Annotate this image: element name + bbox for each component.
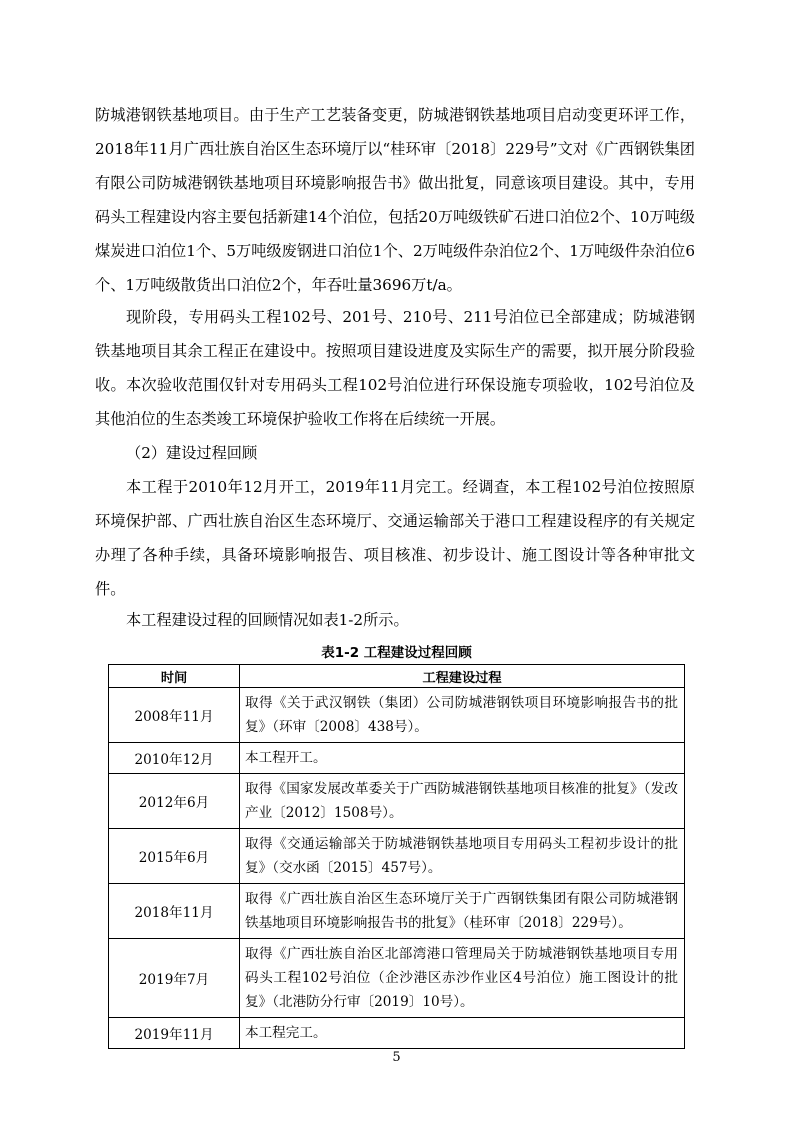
row-time: 2012年6月: [109, 774, 240, 829]
row-desc: 取得《国家发展改革委关于广西防城港钢铁基地项目核准的批复》（发改产业〔2012〕1508号）。: [240, 774, 685, 829]
row-time: 2019年7月: [109, 939, 240, 1018]
body-paragraph-1: 防城港钢铁基地项目。由于生产工艺装备变更，防城港钢铁基地项目启动变更环评工作，2018年11月广西壮族自治区生态环境厅以“桂环审〔2018〕229号”文对《广西钢铁集团有限公司防城港钢铁基地项目环境影响报告书》做出批复，同意该项目建设。其中，专用码头工程建设内容主要包括新建14个泊位，包括20万吨级铁矿石进口泊位2个、10万吨级煤炭进口泊位1个、5万吨级废钢进口泊位1个、2万吨级件杂泊位2个、1万吨级件杂泊位6个、1万吨级散货出口泊位2个，年吞吐量3696万t/a。: [95, 106, 695, 294]
header-time: 时间: [109, 665, 240, 688]
row-time: 2019年11月: [109, 1018, 240, 1049]
body-paragraph-4: 本工程建设过程的回顾情况如表1-2所示。: [126, 611, 409, 629]
row-desc: 本工程开工。: [240, 743, 685, 774]
table-row: [109, 884, 685, 939]
row-desc: 本工程完工。: [240, 1018, 685, 1049]
row-time: 2008年11月: [109, 688, 240, 743]
row-desc: 取得《交通运输部关于防城港钢铁基地项目专用码头工程初步设计的批复》（交水函〔2015〕457号）。: [240, 829, 685, 884]
body-paragraph-3: 本工程于2010年12月开工，2019年11月完工。经调查，本工程102号泊位按照原环境保护部、广西壮族自治区生态环境厅、交通运输部关于港口工程建设程序的有关规定办理了各种手续，具备环境影响报告、项目核准、初步设计、施工图设计等各种审批文件。: [95, 478, 695, 598]
table-row: [109, 688, 685, 743]
row-time: 2010年12月: [109, 743, 240, 774]
row-desc: 取得《广西壮族自治区生态环境厅关于广西钢铁集团有限公司防城港钢铁基地项目环境影响报告书的批复》（桂环审〔2018〕229号）。: [240, 884, 685, 939]
table-caption: 表1-2 工程建设过程回顾: [321, 645, 472, 661]
row-time: 2018年11月: [109, 884, 240, 939]
page-number: 5: [392, 1050, 401, 1065]
row-time: 2015年6月: [109, 829, 240, 884]
row-desc: 取得《关于武汉钢铁（集团）公司防城港钢铁项目环境影响报告书的批复》（环审〔2008〕438号）。: [240, 688, 685, 743]
table-row: [109, 939, 685, 1018]
table-row: [109, 1018, 685, 1049]
construction-history-table: [108, 664, 685, 1049]
table-row: [109, 829, 685, 884]
table-row: [109, 774, 685, 829]
body-paragraph-2: 现阶段，专用码头工程102号、201号、210号、211号泊位已全部建成；防城港钢铁基地项目其余工程正在建设中。按照项目建设进度及实际生产的需要，拟开展分阶段验收。本次验收范围仅针对专用码头工程102号泊位进行环保设施专项验收，102号泊位及其他泊位的生态类竣工环境保护验收工作将在后续统一开展。: [95, 308, 695, 428]
header-process: 工程建设过程: [240, 665, 685, 688]
section-heading: （2）建设过程回顾: [126, 444, 258, 462]
table-header-row: [109, 665, 685, 688]
row-desc: 取得《广西壮族自治区北部湾港口管理局关于防城港钢铁基地项目专用码头工程102号泊位（企沙港区赤沙作业区4号泊位）施工图设计的批复》（北港防分行审〔2019〕10号）。: [240, 939, 685, 1018]
table-row: [109, 743, 685, 774]
